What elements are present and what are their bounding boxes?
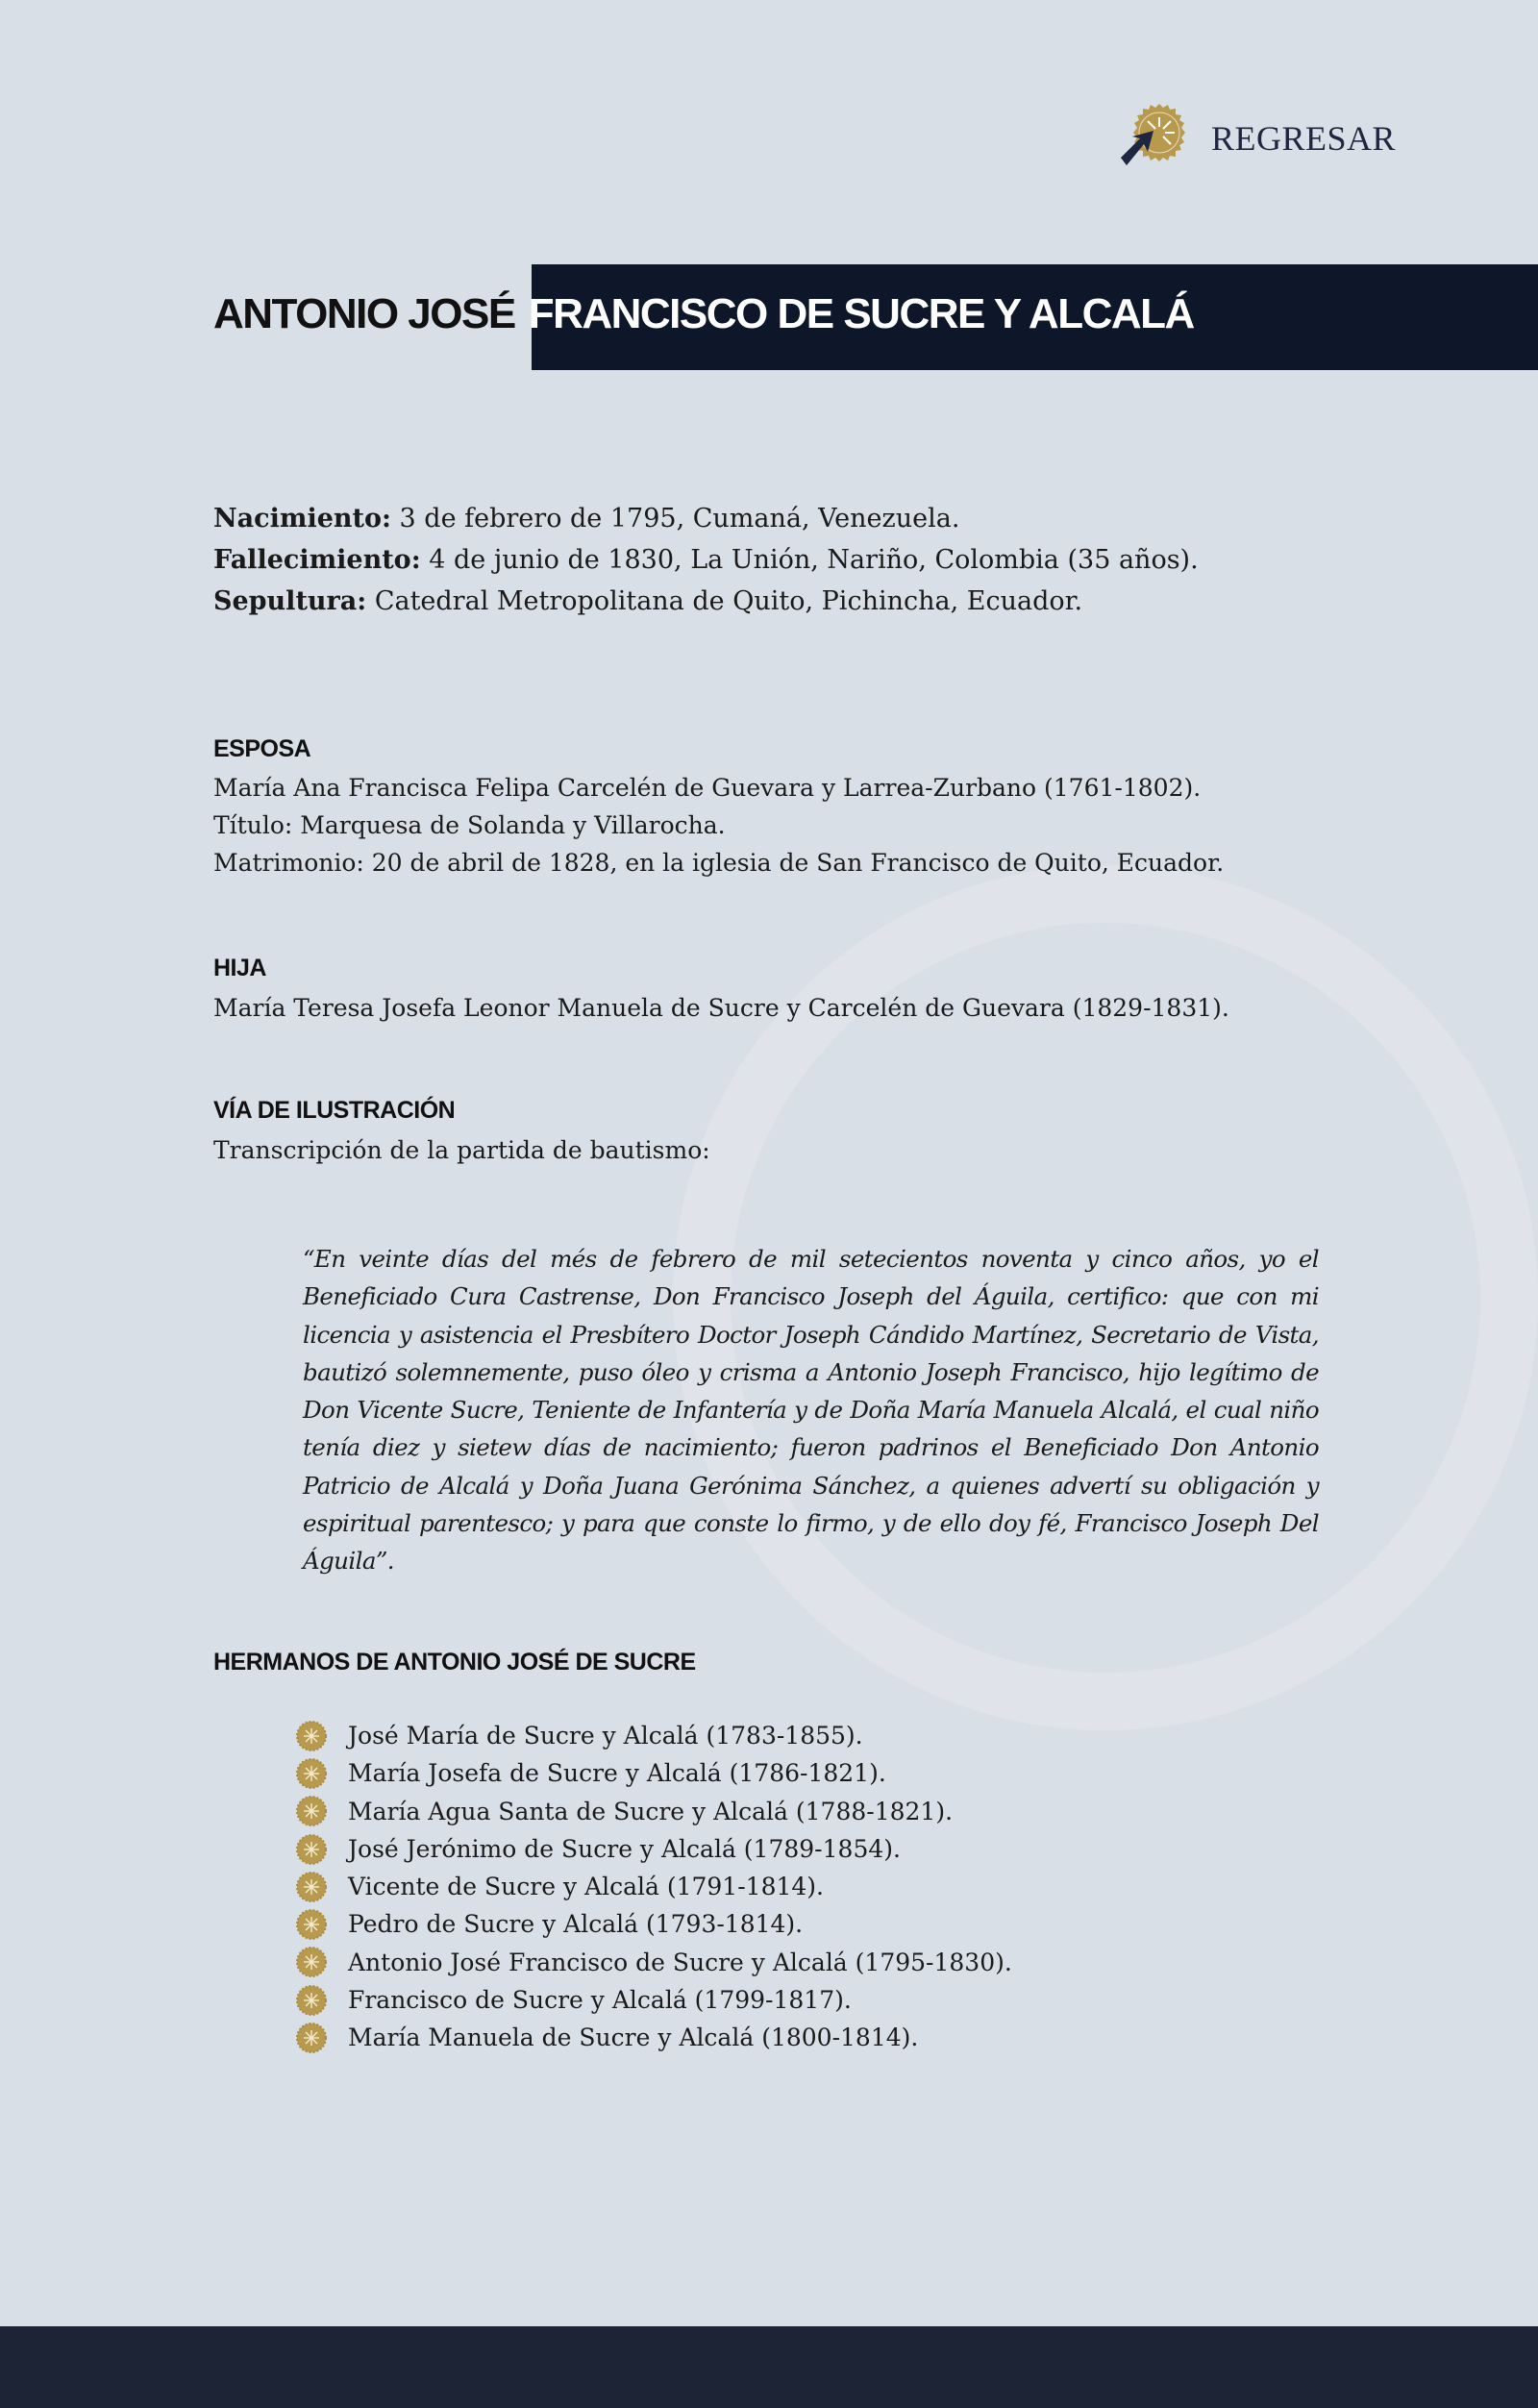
sibling-item: Antonio José Francisco de Sucre y Alcalá (1795-1830). [296, 1944, 1450, 1981]
hija-heading: HIJA [213, 955, 266, 981]
sibling-item: José Jerónimo de Sucre y Alcalá (1789-1854). [296, 1830, 1450, 1868]
hija-info: María Teresa Josefa Leonor Manuela de Sucre y Carcelén de Guevara (1829-1831). [213, 994, 1229, 1022]
gold-seal-bullet-icon [296, 1872, 327, 1902]
sibling-item: Vicente de Sucre y Alcalá (1791-1814). [296, 1868, 1450, 1905]
gold-seal-bullet-icon [296, 1796, 327, 1826]
gold-seal-bullet-icon [296, 1909, 327, 1940]
siblings-list [296, 1717, 1450, 2057]
back-button[interactable] [1115, 102, 1396, 175]
via-heading: VÍA DE ILUSTRACIÓN [213, 1097, 456, 1124]
via-intro: Transcripción de la partida de bautismo: [213, 1136, 710, 1164]
sibling-item: Pedro de Sucre y Alcalá (1793-1814). [296, 1905, 1450, 1943]
baptism-quote: “En veinte días del més de febrero de mil setecientos noventa y cinco años, yo el Beneficiado Cura Castrense, Don Francisco Joseph del Águila, certifico: que con mi licencia y asistencia el Presbítero Doctor Joseph Cándido Martínez, Secretario de Vista, bautizó solemnemente, puso óleo y crisma a Antonio Joseph Francisco, hijo legítimo de Don Vicente Sucre, Teniente de Infantería y de Doña María Manuela Alcalá, el cual niño tenía diez y sietew días de nacimiento; fueron padrinos el Beneficiado Don Antonio Patricio de Alcalá y Doña Juana Gerónima Sánchez, a quienes advertí su obligación y espiritual parentesco; y para que conste lo firmo, y de ello doy fé, Francisco Joseph Del Águila”. [303, 1245, 1319, 1576]
sibling-item: José María de Sucre y Alcalá (1783-1855). [296, 1717, 1450, 1754]
gold-seal-bullet-icon [296, 1834, 327, 1865]
facts [213, 498, 1444, 622]
page-title [213, 290, 1194, 338]
sibling-item: María Agua Santa de Sucre y Alcalá (1788-1821). [296, 1793, 1450, 1830]
fact-death: Fallecimiento: 4 de junio de 1830, La Unión, Nariño, Colombia (35 años). [213, 545, 1199, 575]
sibling-item: María Manuela de Sucre y Alcalá (1800-1814). [296, 2019, 1450, 2056]
esposa-info: María Ana Francisca Felipa Carcelén de Guevara y Larrea-Zurbano (1761-1802). Título: Marquesa de Solanda y Villarocha. Matrimonio: 20 de abril de 1828, en la iglesia de San Francisco de Quito, Ecuador. [213, 774, 1225, 877]
gold-seal-bullet-icon [296, 1985, 327, 2016]
back-label: REGRESAR [1211, 119, 1397, 158]
footer-bar [0, 2326, 1538, 2408]
title-part2: FRANCISCO DE SUCRE Y ALCALÁ [528, 290, 1194, 337]
sibling-item: Francisco de Sucre y Alcalá (1799-1817). [296, 1981, 1450, 2019]
sibling-item: María Josefa de Sucre y Alcalá (1786-1821). [296, 1754, 1450, 1792]
gold-seal-bullet-icon [296, 1758, 327, 1789]
hermanos-heading: HERMANOS DE ANTONIO JOSÉ DE SUCRE [213, 1649, 696, 1676]
gold-seal-bullet-icon [296, 2023, 327, 2053]
esposa-heading: ESPOSA [213, 735, 311, 762]
fact-burial: Sepultura: Catedral Metropolitana de Quito, Pichincha, Ecuador. [213, 586, 1083, 616]
gold-seal-bullet-icon [296, 1721, 327, 1751]
gold-seal-bullet-icon [296, 1947, 327, 1977]
fact-birth: Nacimiento: 3 de febrero de 1795, Cumaná, Venezuela. [213, 504, 960, 534]
title-part1: ANTONIO JOSÉ [213, 290, 515, 337]
seal-cursor-icon [1115, 102, 1194, 175]
